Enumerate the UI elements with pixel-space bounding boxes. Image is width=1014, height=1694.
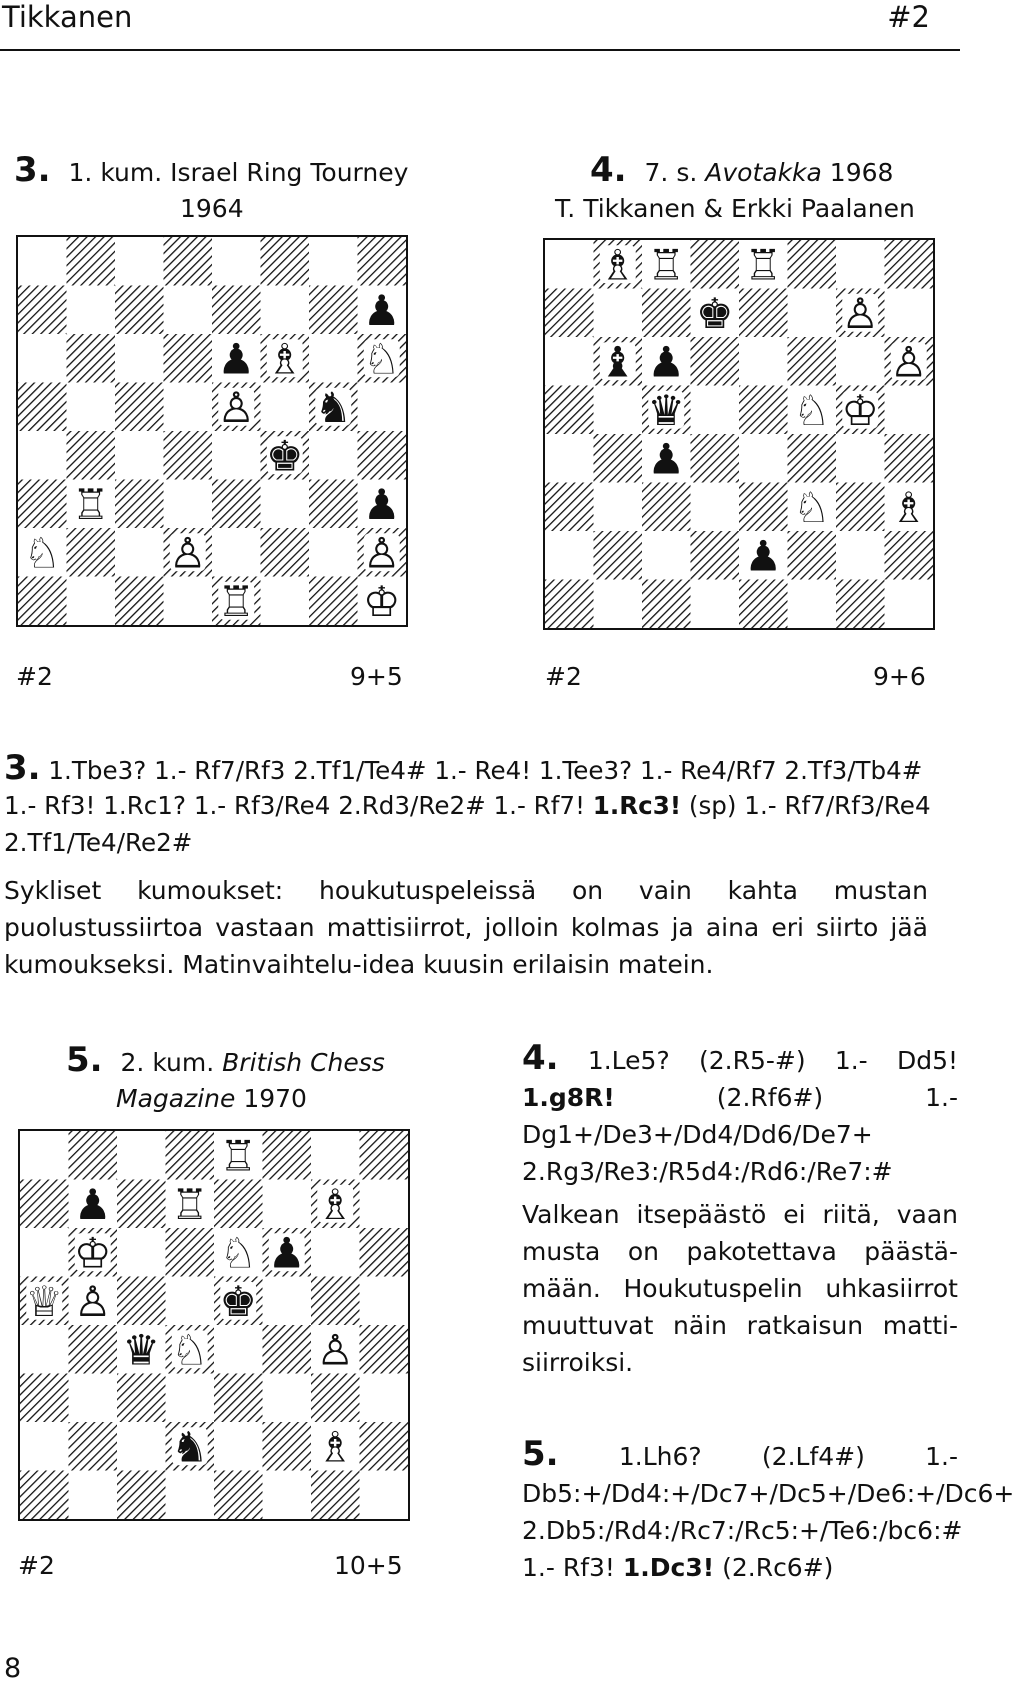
black-king-icon: ♚ [219, 1276, 258, 1326]
black-queen-icon: ♛ [647, 385, 686, 435]
dark-square-c7 [117, 1180, 166, 1229]
light-square-e4 [214, 1325, 263, 1374]
light-square-g4 [309, 431, 358, 480]
black-king-icon: ♚ [695, 288, 734, 338]
problem-4-authors: T. Tikkanen & Erkki Paalanen [555, 194, 915, 223]
dark-square-a1 [20, 1471, 69, 1520]
problem-5-source-pre: 2. kum. [120, 1048, 223, 1077]
problem-4-heading [590, 152, 893, 191]
light-square-a8 [20, 1131, 69, 1180]
dark-square-d8 [166, 1131, 215, 1180]
dark-square-a5 [545, 386, 594, 435]
light-square-h5 [358, 383, 407, 432]
light-square-f7 [261, 286, 310, 335]
light-square-c2 [117, 1422, 166, 1471]
dark-square-b2 [594, 531, 643, 580]
dark-square-g1 [309, 577, 358, 626]
light-square-d1 [164, 577, 213, 626]
dark-square-d8 [164, 237, 213, 286]
solution-3-text-2a: 1.- Rf3! 1.Rc1? 1.- Rf3/Re4 2.Rd3/Re2# 1.- Rf7! [4, 791, 593, 820]
light-square-c8 [115, 237, 164, 286]
light-square-f1 [261, 577, 310, 626]
dark-square-b2 [67, 528, 116, 577]
problem-4-source-italic: Avotakka [705, 158, 822, 187]
dark-square-a7 [18, 286, 67, 335]
white-bishop-icon: ♗ [598, 240, 637, 290]
dark-square-c7 [642, 289, 691, 338]
solution-5-number: 5. [522, 1434, 559, 1474]
white-knight-icon: ♘ [792, 482, 831, 532]
white-knight-icon: ♘ [23, 528, 62, 578]
dark-square-f8 [788, 240, 837, 289]
light-square-e2 [212, 528, 261, 577]
solution-3-number: 3. [4, 748, 41, 788]
white-king-icon: ♔ [841, 385, 880, 435]
solution-5-text-a: 1.Lh6? (2.Lf4#) 1.- Db5:+/Dd4:+/Dc7+/Dc5+/De6:+/Dc6+ 2.Db5:/Rd4:/Rc7:/Rc5:+/Te6:/bc6:# 1.- Rf3! [522, 1442, 1014, 1582]
light-square-f7 [788, 289, 837, 338]
dark-square-g7 [309, 286, 358, 335]
dark-square-a7 [545, 289, 594, 338]
light-square-g2 [836, 531, 885, 580]
black-pawn-icon: ♟ [647, 434, 686, 484]
light-square-h1 [885, 580, 934, 629]
dark-square-e1 [739, 580, 788, 629]
dark-square-f8 [261, 237, 310, 286]
dark-square-a1 [545, 580, 594, 629]
light-square-d5 [691, 386, 740, 435]
light-square-b3 [594, 483, 643, 532]
white-pawn-icon: ♙ [168, 528, 207, 578]
solution-3-line-1 [4, 750, 922, 789]
dark-square-e3 [214, 1374, 263, 1423]
dark-square-e5 [739, 386, 788, 435]
white-pawn-icon: ♙ [217, 382, 256, 432]
white-rook-icon: ♖ [744, 240, 783, 290]
dark-square-e3 [739, 483, 788, 532]
problem-3-stipulation: #2 [16, 662, 53, 691]
black-pawn-icon: ♟ [217, 334, 256, 384]
dark-square-f2 [788, 531, 837, 580]
light-square-g6 [309, 334, 358, 383]
dark-square-g5 [311, 1277, 360, 1326]
light-square-f5 [263, 1277, 312, 1326]
problem-4-count: 9+6 [873, 662, 926, 691]
solution-4-key: 1.g8R! [522, 1083, 615, 1112]
solution-4-text-b: (2.Rf6#) 1.- Dg1+/De3+/Dd4/Dd6/De7+ 2.Rg3/Re3:/R5d4:/Rd6:/Re7:# [522, 1083, 958, 1186]
dark-square-b8 [69, 1131, 118, 1180]
dark-square-c3 [117, 1374, 166, 1423]
light-square-d3 [691, 483, 740, 532]
solution-3-text-2b: (sp) 1.- Rf7/Rf3/Re4 [681, 791, 931, 820]
light-square-a6 [20, 1228, 69, 1277]
light-square-a6 [18, 334, 67, 383]
black-king-icon: ♚ [265, 431, 304, 481]
light-square-d5 [166, 1277, 215, 1326]
white-knight-icon: ♘ [792, 385, 831, 435]
dark-square-g3 [836, 483, 885, 532]
light-square-d3 [166, 1374, 215, 1423]
light-square-d3 [164, 480, 213, 529]
light-square-g6 [836, 337, 885, 386]
light-square-e8 [212, 237, 261, 286]
board-svg [20, 1131, 408, 1519]
light-square-a4 [18, 431, 67, 480]
problem-5-count: 10+5 [334, 1551, 403, 1580]
dark-square-a5 [18, 383, 67, 432]
white-rook-icon: ♖ [71, 479, 110, 529]
white-knight-icon: ♘ [170, 1325, 209, 1375]
black-pawn-icon: ♟ [362, 479, 401, 529]
light-square-c6 [117, 1228, 166, 1277]
light-square-g6 [311, 1228, 360, 1277]
white-bishop-icon: ♗ [265, 334, 304, 384]
solution-3-key: 1.Rc3! [592, 791, 682, 820]
light-square-g4 [836, 434, 885, 483]
dark-square-a3 [18, 480, 67, 529]
problem-4-source-pre: 7. s. [644, 158, 706, 187]
solution-3-line-2 [4, 787, 931, 824]
light-square-f3 [263, 1374, 312, 1423]
light-square-d1 [166, 1471, 215, 1520]
dark-square-a3 [545, 483, 594, 532]
dark-square-f6 [788, 337, 837, 386]
light-square-d1 [691, 580, 740, 629]
black-knight-icon: ♞ [170, 1422, 209, 1472]
light-square-e4 [739, 434, 788, 483]
black-pawn-icon: ♟ [744, 531, 783, 581]
solution-3-text-3: 2.Tf1/Te4/Re2# [4, 828, 193, 857]
white-rook-icon: ♖ [219, 1131, 258, 1181]
light-square-h5 [360, 1277, 409, 1326]
header-section: #2 [887, 0, 930, 34]
problem-3-source: 1. kum. Israel Ring Tourney [68, 158, 409, 187]
dark-square-d4 [691, 434, 740, 483]
solution-5 [522, 1434, 1014, 1586]
problem-5-source-italic: British Chess [222, 1048, 385, 1077]
problem-5-source-line-2 [116, 1080, 307, 1117]
dark-square-f4 [263, 1325, 312, 1374]
problem-4-stipulation: #2 [545, 662, 582, 691]
dark-square-h4 [885, 434, 934, 483]
light-square-a2 [20, 1422, 69, 1471]
light-square-c2 [115, 528, 164, 577]
problem-5-stipulation: #2 [18, 1551, 55, 1580]
white-bishop-icon: ♗ [889, 482, 928, 532]
light-square-c2 [642, 531, 691, 580]
dark-square-d2 [691, 531, 740, 580]
dark-square-c3 [642, 483, 691, 532]
light-square-e4 [212, 431, 261, 480]
black-queen-icon: ♛ [122, 1325, 161, 1375]
light-square-g8 [836, 240, 885, 289]
dark-square-e3 [212, 480, 261, 529]
page-number: 8 [4, 1653, 22, 1684]
black-bishop-icon: ♝ [598, 337, 637, 387]
black-knight-icon: ♞ [314, 382, 353, 432]
white-queen-icon: ♕ [25, 1276, 64, 1326]
dark-square-c1 [115, 577, 164, 626]
light-square-b7 [67, 286, 116, 335]
dark-square-a7 [20, 1180, 69, 1229]
light-square-c4 [115, 431, 164, 480]
white-king-icon: ♔ [73, 1228, 112, 1278]
header-rule [0, 49, 960, 51]
white-pawn-icon: ♙ [841, 288, 880, 338]
light-square-a6 [545, 337, 594, 386]
solution-4 [522, 1040, 958, 1190]
dark-square-g1 [836, 580, 885, 629]
solution-4-comment: Valkean itsepäästö ei riitä, vaan musta on pakotettava päästämään. Houkutuspelin uhkasiirrot muuttuvat näin ratkaisun mattisiirroiksi. [522, 1200, 958, 1377]
dark-square-c5 [115, 383, 164, 432]
dark-square-e7 [212, 286, 261, 335]
light-square-a8 [18, 237, 67, 286]
solution-4-number: 4. [522, 1038, 559, 1078]
dark-square-e7 [739, 289, 788, 338]
dark-square-e1 [214, 1471, 263, 1520]
light-square-h7 [885, 289, 934, 338]
light-square-h1 [360, 1471, 409, 1520]
solution-5-text-b: (2.Rc6#) [714, 1553, 834, 1582]
problem-3-count: 9+5 [350, 662, 403, 691]
dark-square-h4 [360, 1325, 409, 1374]
dark-square-h6 [360, 1228, 409, 1277]
white-pawn-icon: ♙ [889, 337, 928, 387]
problem-4-number: 4. [590, 150, 627, 190]
light-square-b1 [67, 577, 116, 626]
white-bishop-icon: ♗ [316, 1422, 355, 1472]
dark-square-h8 [885, 240, 934, 289]
black-pawn-icon: ♟ [267, 1228, 306, 1278]
problem-4-source-post: 1968 [821, 158, 894, 187]
dark-square-d6 [166, 1228, 215, 1277]
solution-4-text-a: 1.Le5? (2.R5-#) 1.- Dd5! [558, 1046, 958, 1075]
problem-3-year: 1964 [180, 194, 244, 223]
white-rook-icon: ♖ [217, 576, 256, 626]
dark-square-b4 [67, 431, 116, 480]
dark-square-e7 [214, 1180, 263, 1229]
black-pawn-icon: ♟ [73, 1179, 112, 1229]
light-square-c6 [115, 334, 164, 383]
dark-square-b4 [69, 1325, 118, 1374]
solution-3-comment: Sykliset kumoukset: houkutuspeleissä on vain kahta mustan puolustussiirtoa vastaan mattisiirrot, jolloin kolmas ja aina eri siirto jää kumoukseksi. Matinvaihtelu-idea kuusin erilaisin matein. [4, 876, 928, 979]
light-square-h3 [360, 1374, 409, 1423]
light-square-e6 [739, 337, 788, 386]
dark-square-c3 [115, 480, 164, 529]
dark-square-d4 [164, 431, 213, 480]
dark-square-d6 [164, 334, 213, 383]
dark-square-c5 [117, 1277, 166, 1326]
problem-5-year: 1970 [235, 1084, 307, 1113]
light-square-f1 [788, 580, 837, 629]
dark-square-g3 [309, 480, 358, 529]
light-square-b7 [594, 289, 643, 338]
dark-square-h8 [358, 237, 407, 286]
white-bishop-icon: ♗ [316, 1179, 355, 1229]
dark-square-g1 [311, 1471, 360, 1520]
dark-square-f2 [263, 1422, 312, 1471]
light-square-f7 [263, 1180, 312, 1229]
board-svg [545, 240, 933, 628]
dark-square-a3 [20, 1374, 69, 1423]
light-square-f3 [261, 480, 310, 529]
dark-square-h2 [360, 1422, 409, 1471]
dark-square-b4 [594, 434, 643, 483]
light-square-a8 [545, 240, 594, 289]
light-square-g2 [309, 528, 358, 577]
white-pawn-icon: ♙ [316, 1325, 355, 1375]
dark-square-f8 [263, 1131, 312, 1180]
light-square-a2 [545, 531, 594, 580]
dark-square-d8 [691, 240, 740, 289]
solution-5-key: 1.Dc3! [622, 1553, 715, 1582]
chess-board-3 [16, 235, 408, 627]
black-pawn-icon: ♟ [362, 285, 401, 335]
dark-square-g3 [311, 1374, 360, 1423]
light-square-a4 [545, 434, 594, 483]
light-square-g8 [311, 1131, 360, 1180]
light-square-b5 [594, 386, 643, 435]
light-square-f1 [263, 1471, 312, 1520]
light-square-b1 [69, 1471, 118, 1520]
dark-square-h8 [360, 1131, 409, 1180]
dark-square-f2 [261, 528, 310, 577]
light-square-c8 [117, 1131, 166, 1180]
dark-square-h2 [885, 531, 934, 580]
light-square-h5 [885, 386, 934, 435]
light-square-h7 [360, 1180, 409, 1229]
white-pawn-icon: ♙ [362, 528, 401, 578]
board-svg [18, 237, 406, 625]
black-pawn-icon: ♟ [647, 337, 686, 387]
problem-3-number: 3. [14, 150, 51, 190]
white-knight-icon: ♘ [219, 1228, 258, 1278]
dark-square-c1 [117, 1471, 166, 1520]
light-square-f5 [261, 383, 310, 432]
white-king-icon: ♔ [362, 576, 401, 626]
white-rook-icon: ♖ [170, 1179, 209, 1229]
light-square-e2 [214, 1422, 263, 1471]
header-author: Tikkanen [2, 0, 133, 34]
light-square-b1 [594, 580, 643, 629]
chess-board-4 [543, 238, 935, 630]
white-knight-icon: ♘ [362, 334, 401, 384]
light-square-d5 [164, 383, 213, 432]
dark-square-d6 [691, 337, 740, 386]
problem-5-heading [66, 1042, 385, 1081]
problem-5-magazine: Magazine [116, 1084, 236, 1113]
chess-board-5 [18, 1129, 410, 1521]
dark-square-c1 [642, 580, 691, 629]
white-pawn-icon: ♙ [73, 1276, 112, 1326]
solution-3-text-1: 1.Tbe3? 1.- Rf7/Rf3 2.Tf1/Te4# 1.- Re4! 1.Tee3? 1.- Re4/Rf7 2.Tf3/Tb4# [48, 756, 923, 785]
light-square-b5 [67, 383, 116, 432]
problem-5-number: 5. [66, 1040, 103, 1080]
light-square-g8 [309, 237, 358, 286]
dark-square-b2 [69, 1422, 118, 1471]
light-square-a4 [20, 1325, 69, 1374]
dark-square-h4 [358, 431, 407, 480]
dark-square-b6 [67, 334, 116, 383]
light-square-d7 [164, 286, 213, 335]
dark-square-b8 [67, 237, 116, 286]
dark-square-c7 [115, 286, 164, 335]
dark-square-f4 [788, 434, 837, 483]
dark-square-a1 [18, 577, 67, 626]
light-square-b3 [69, 1374, 118, 1423]
problem-3-heading [14, 152, 408, 191]
white-rook-icon: ♖ [647, 240, 686, 290]
